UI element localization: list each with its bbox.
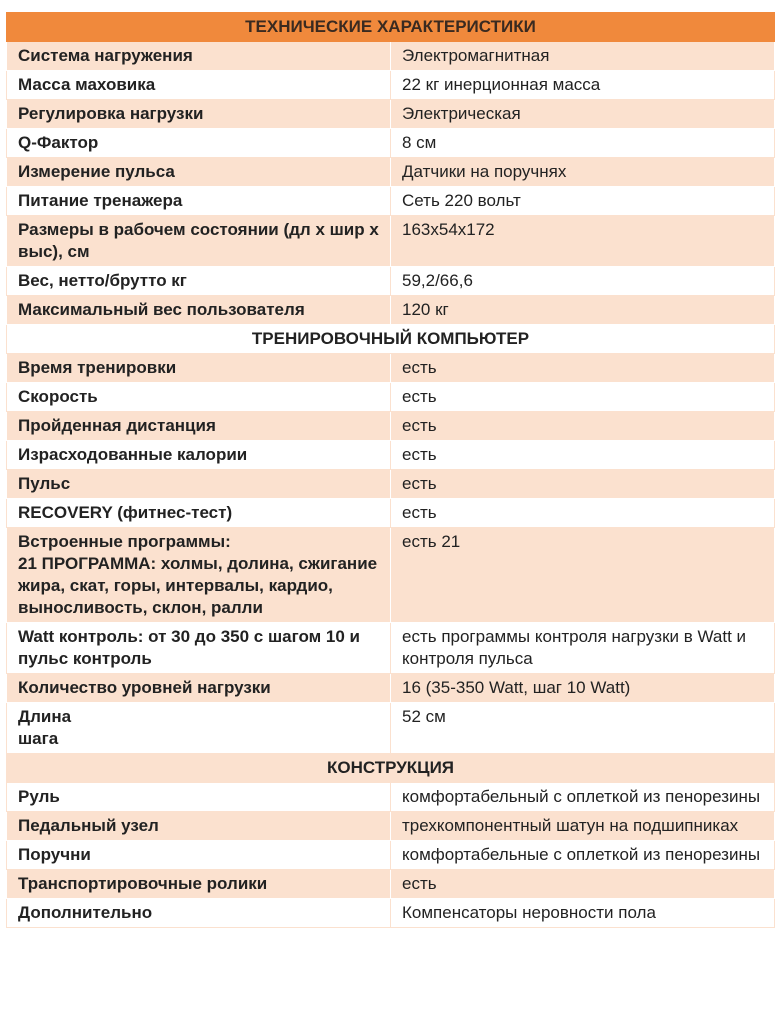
spec-value: 163х54х172: [391, 216, 775, 267]
spec-row: [7, 42, 775, 71]
spec-label: Q-Фактор: [7, 129, 391, 158]
spec-value: Электрическая: [391, 100, 775, 129]
spec-label: Время тренировки: [7, 354, 391, 383]
spec-value: трехкомпонентный шатун на подшипниках: [391, 812, 775, 841]
spec-value: 16 (35-350 Watt, шаг 10 Watt): [391, 674, 775, 703]
spec-label: Система нагружения: [7, 42, 391, 71]
section-header-row: [7, 13, 775, 42]
section-title: ТЕХНИЧЕСКИЕ ХАРАКТЕРИСТИКИ: [7, 13, 775, 42]
spec-value: есть: [391, 870, 775, 899]
spec-value: 8 см: [391, 129, 775, 158]
spec-label: RECOVERY (фитнес-тест): [7, 499, 391, 528]
spec-value: 59,2/66,6: [391, 267, 775, 296]
spec-value: есть: [391, 499, 775, 528]
spec-row: [7, 528, 775, 623]
spec-value: есть: [391, 383, 775, 412]
spec-row: [7, 441, 775, 470]
spec-value: есть 21: [391, 528, 775, 623]
section-header-row: [7, 325, 775, 354]
spec-label: Питание тренажера: [7, 187, 391, 216]
spec-label: Регулировка нагрузки: [7, 100, 391, 129]
spec-row: [7, 674, 775, 703]
spec-value: 120 кг: [391, 296, 775, 325]
spec-row: [7, 812, 775, 841]
spec-label: Пройденная дистанция: [7, 412, 391, 441]
spec-value: комфортабельный с оплеткой из пенорезины: [391, 783, 775, 812]
spec-row: [7, 296, 775, 325]
spec-value: Датчики на поручнях: [391, 158, 775, 187]
spec-value: 52 см: [391, 703, 775, 754]
spec-row: [7, 267, 775, 296]
spec-label: Транспортировочные ролики: [7, 870, 391, 899]
spec-value: есть программы контроля нагрузки в Watt и контроля пульса: [391, 623, 775, 674]
spec-value: есть: [391, 441, 775, 470]
spec-value: Электромагнитная: [391, 42, 775, 71]
spec-row: [7, 703, 775, 754]
spec-row: [7, 158, 775, 187]
section-title: ТРЕНИРОВОЧНЫЙ КОМПЬЮТЕР: [7, 325, 775, 354]
spec-label: Количество уровней нагрузки: [7, 674, 391, 703]
spec-label: Встроенные программы: 21 ПРОГРАММА: холмы, долина, сжигание жира, скат, горы, интервалы, кардио, выносливость, склон, ралли: [7, 528, 391, 623]
spec-label: Вес, нетто/брутто кг: [7, 267, 391, 296]
spec-row: [7, 100, 775, 129]
spec-row: [7, 870, 775, 899]
specifications-table: [6, 12, 775, 928]
spec-label: Дополнительно: [7, 899, 391, 928]
spec-value: есть: [391, 412, 775, 441]
spec-label: Скорость: [7, 383, 391, 412]
section-title: КОНСТРУКЦИЯ: [7, 754, 775, 783]
spec-row: [7, 383, 775, 412]
section-header-row: [7, 754, 775, 783]
spec-row: [7, 841, 775, 870]
spec-value: Компенсаторы неровности пола: [391, 899, 775, 928]
spec-row: [7, 216, 775, 267]
spec-value: комфортабельные с оплеткой из пенорезины: [391, 841, 775, 870]
spec-label: Watt контроль: от 30 до 350 с шагом 10 и пульс контроль: [7, 623, 391, 674]
spec-row: [7, 354, 775, 383]
spec-row: [7, 412, 775, 441]
specifications-table-body: [7, 13, 775, 928]
spec-label: Размеры в рабочем состоянии (дл х шир х выс), см: [7, 216, 391, 267]
spec-row: [7, 783, 775, 812]
spec-label: Длина шага: [7, 703, 391, 754]
spec-label: Измерение пульса: [7, 158, 391, 187]
spec-row: [7, 187, 775, 216]
spec-row: [7, 899, 775, 928]
spec-value: есть: [391, 354, 775, 383]
spec-row: [7, 499, 775, 528]
spec-row: [7, 470, 775, 499]
spec-label: Пульс: [7, 470, 391, 499]
spec-label: Израсходованные калории: [7, 441, 391, 470]
spec-label: Масса маховика: [7, 71, 391, 100]
spec-label: Педальный узел: [7, 812, 391, 841]
spec-label: Поручни: [7, 841, 391, 870]
spec-value: есть: [391, 470, 775, 499]
spec-row: [7, 623, 775, 674]
spec-value: 22 кг инерционная масса: [391, 71, 775, 100]
spec-label: Максимальный вес пользователя: [7, 296, 391, 325]
spec-row: [7, 71, 775, 100]
spec-row: [7, 129, 775, 158]
spec-value: Сеть 220 вольт: [391, 187, 775, 216]
spec-label: Руль: [7, 783, 391, 812]
